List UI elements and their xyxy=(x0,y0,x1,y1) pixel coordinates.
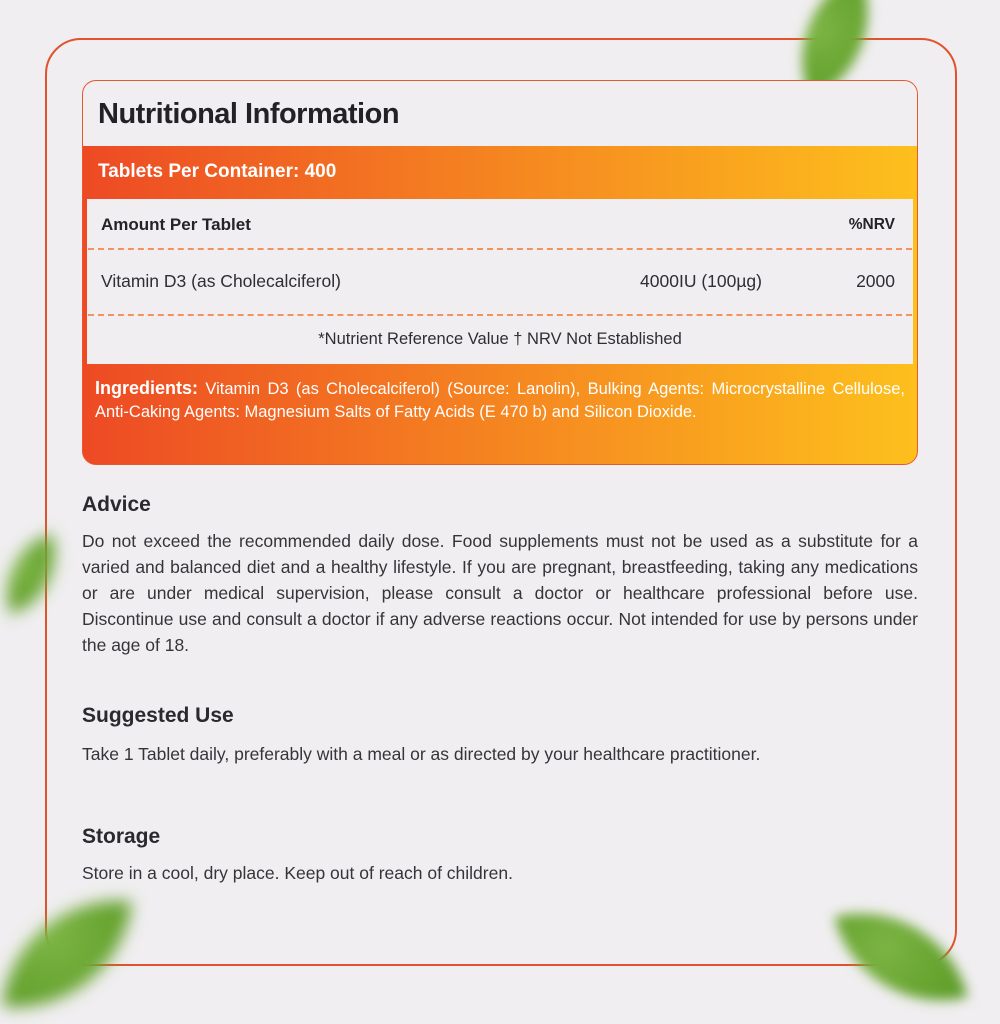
nutrient-nrv: 2000 xyxy=(856,271,895,291)
ingredients-text: Vitamin D3 (as Cholecalciferol) (Source: Lanolin), Bulking Agents: Microcrystalline Cellulose, Anti-Caking Agents: Magnesium Salts of Fatty Acids (E 470 b) and Silicon Dioxide. xyxy=(95,380,905,421)
amount-per-tablet-header: Amount Per Tablet xyxy=(101,215,251,234)
nutrition-panel-header xyxy=(83,81,917,146)
ingredients-section xyxy=(83,364,917,464)
nrv-header: %NRV xyxy=(848,216,895,233)
ingredients-label: Ingredients: xyxy=(95,378,199,398)
table-header-row xyxy=(87,199,913,248)
nutrition-panel xyxy=(82,80,918,465)
nrv-footnote: *Nutrient Reference Value † NRV Not Established xyxy=(318,330,682,348)
suggested-use-heading: Suggested Use xyxy=(82,704,234,727)
label-content xyxy=(82,80,918,886)
suggested-use-body: Take 1 Tablet daily, preferably with a meal or as directed by your healthcare practitioner. xyxy=(82,744,761,764)
nutrient-name: Vitamin D3 (as Cholecalciferol) xyxy=(101,271,341,291)
tablets-per-container-text: Tablets Per Container: 400 xyxy=(98,161,337,182)
storage-body: Store in a cool, dry place. Keep out of reach of children. xyxy=(82,863,513,883)
nutrition-table xyxy=(83,199,917,364)
storage-heading: Storage xyxy=(82,825,161,848)
table-row xyxy=(87,250,913,314)
advice-body: Do not exceed the recommended daily dose. Food supplements must not be used as a substitute for a varied and balanced diet and a healthy lifestyle. If you are pregnant, breastfeeding, taking any medications or are under medical supervision, please consult a doctor or healthcare professional before use. Discontinue use and consult a doctor if any adverse reactions occur. Not intended for use by persons under the age of 18. xyxy=(82,531,918,655)
advice-heading: Advice xyxy=(82,493,151,516)
nutrition-table-inner xyxy=(87,199,913,364)
nutrient-amount: 4000IU (100µg) xyxy=(640,271,762,291)
panel-title: Nutritional Information xyxy=(98,98,400,130)
tablets-per-container-banner xyxy=(83,146,917,199)
